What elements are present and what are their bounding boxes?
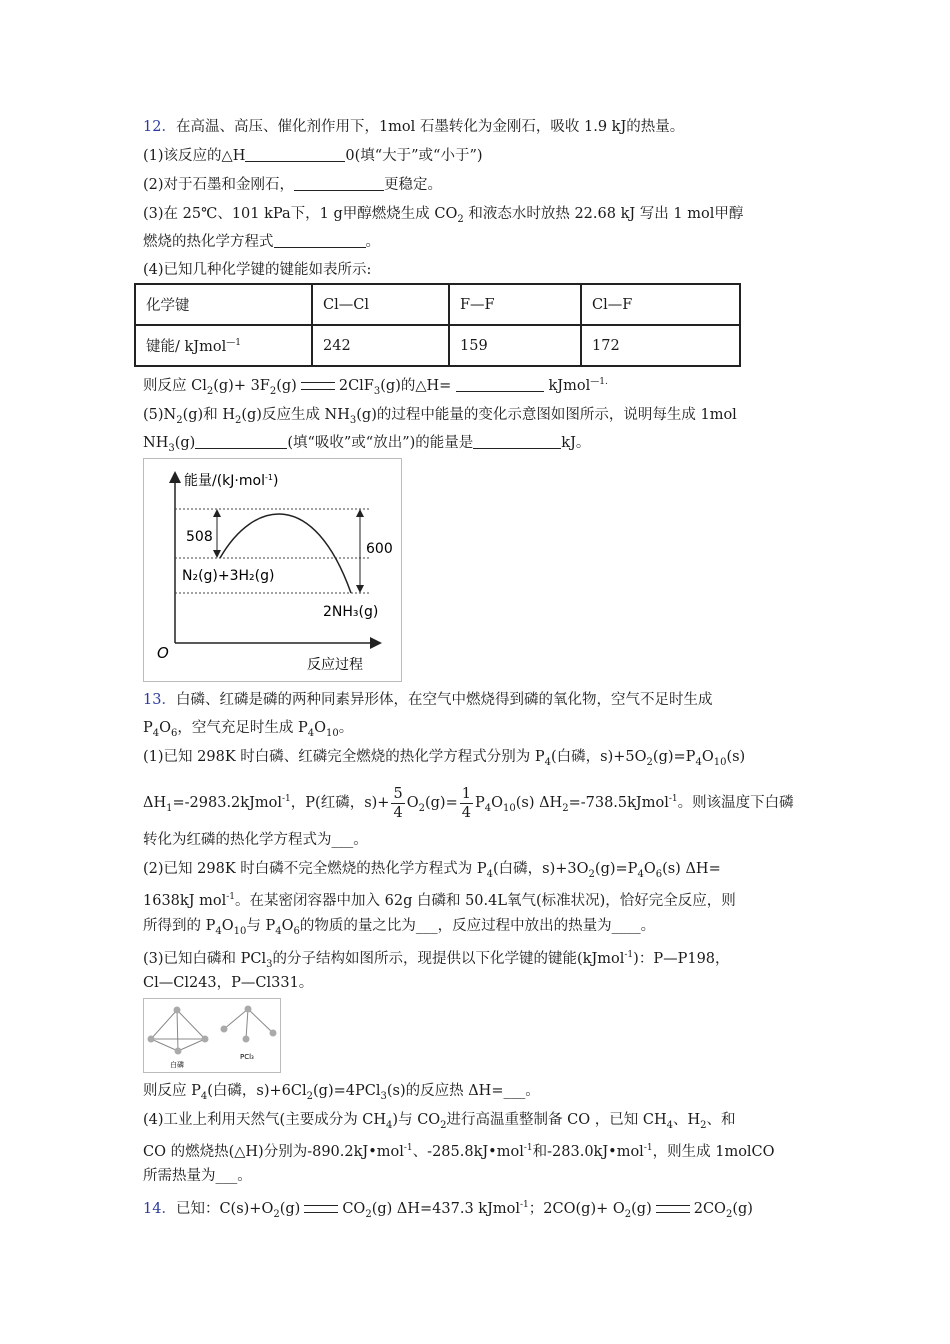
equals-arrow: [304, 1205, 338, 1213]
subscript: 2: [624, 1209, 632, 1220]
subscript: 2: [176, 415, 183, 426]
superscript: —1.: [590, 377, 608, 387]
denominator: 4: [461, 804, 471, 821]
subscript: 2: [725, 1209, 733, 1220]
text: ΔH: [143, 795, 167, 811]
text: (g)和 H: [182, 407, 235, 423]
chlorine-atom: [270, 1030, 277, 1037]
table-header-cell: Cl—F: [581, 284, 740, 325]
q13-part2-end: [143, 916, 655, 942]
subscript: 4: [386, 1120, 393, 1131]
subscript: 2: [365, 1209, 372, 1220]
superscript: -1: [282, 794, 291, 804]
text: (g): [732, 1201, 753, 1217]
text: (g): [174, 435, 196, 451]
chlorine-atom: [243, 1036, 250, 1043]
superscript: -1: [523, 1143, 533, 1153]
reactants-label: N₂(g)+3H₂(g): [182, 568, 275, 584]
subscript: 4: [637, 869, 644, 880]
subscript: 4: [486, 869, 494, 880]
text: (白磷，s)+3O: [493, 861, 589, 877]
subscript: 2: [418, 803, 425, 814]
superscript: -1: [668, 794, 678, 804]
text: ΔH=437.3 kJmol: [396, 1201, 521, 1217]
text: 。: [338, 720, 354, 736]
text: 更稳定。: [384, 177, 443, 193]
superscript: -1: [624, 950, 634, 960]
chlorine-atom: [221, 1026, 228, 1033]
text: (1)已知 298K 时白磷、红磷完全燃烧的热化学方程式分别为 P: [143, 749, 545, 765]
numerator: 1: [461, 785, 471, 802]
subscript: 4: [544, 757, 552, 768]
numerator: 5: [393, 785, 403, 802]
text: (s): [726, 749, 746, 765]
text: =-738.5kJmol: [568, 795, 669, 811]
subscript: 3: [349, 415, 357, 426]
text: (白磷，s)+6Cl: [207, 1083, 307, 1099]
text: 。则该温度下白磷: [677, 795, 794, 811]
q12-part3: [143, 204, 743, 230]
text: (g)+ 3F: [213, 378, 270, 394]
equals-arrow: [301, 382, 335, 390]
table-cell: 242: [312, 325, 449, 366]
white-phosphorus-bonds: [151, 1010, 205, 1051]
subscript: 10: [326, 728, 339, 739]
text: O: [643, 861, 656, 877]
answer-blank[interactable]: [274, 233, 366, 248]
table-header-row: [135, 284, 740, 325]
q14-line: [143, 1195, 753, 1225]
subscript: 4: [215, 926, 222, 937]
subscript: 10: [502, 803, 516, 814]
text: )：P—P198，: [633, 951, 730, 967]
fraction-5-4: [391, 785, 404, 822]
q12-part5: [143, 405, 737, 431]
subscript: 6: [293, 926, 300, 937]
subscript: 10: [233, 926, 247, 937]
superscript: -1: [226, 892, 236, 902]
text: (3)在 25℃、101 kPa下，1 g甲醇燃烧生成 CO: [143, 206, 458, 222]
text: kJ。: [561, 435, 591, 451]
x-axis-label: 反应过程: [307, 657, 363, 673]
text: O: [281, 918, 294, 934]
text: 、-285.8kJ•mol: [412, 1144, 524, 1160]
text: (g): [371, 1201, 393, 1217]
subscript: 4: [484, 803, 492, 814]
subscript: 4: [695, 757, 702, 768]
text: (1)该反应的△H: [143, 148, 246, 164]
text: ，P(红磷，s)+: [290, 795, 390, 811]
answer-blank[interactable]: [195, 434, 287, 449]
superscript: -1: [643, 1143, 653, 1153]
subscript: 4: [275, 926, 282, 937]
phosphorus-atom: [175, 1048, 182, 1055]
table-cell: 172: [581, 325, 740, 366]
text: O: [314, 720, 327, 736]
pcl3-bonds: [224, 1009, 273, 1039]
subscript: 2: [440, 1120, 447, 1131]
q12-part4-equation: [143, 372, 608, 402]
subscript: 2: [269, 386, 277, 397]
table-header-cell: Cl—Cl: [312, 284, 449, 325]
products-label: 2NH₃(g): [323, 604, 379, 620]
phosphorus-atom: [174, 1007, 181, 1014]
text: 。: [365, 234, 380, 250]
text: 与 P: [246, 918, 276, 934]
q12-line-intro: [143, 117, 684, 137]
energy-diagram: [144, 459, 401, 681]
q13-part1-end: [143, 830, 368, 850]
text: 2ClF: [338, 378, 374, 394]
q12-part3-cont: [143, 232, 380, 252]
pcl3-label: PCl₃: [240, 1053, 254, 1061]
label-600: 600: [366, 541, 393, 557]
text: (g): [276, 378, 297, 394]
molecule-structure-figure: [143, 998, 281, 1073]
text: (s): [662, 861, 681, 877]
subscript: 2: [234, 415, 242, 426]
superscript: —1: [226, 338, 241, 348]
molecule-structures: [144, 999, 280, 1072]
subscript: 3: [168, 443, 175, 454]
q12-intro: 在高温、高压、催化剂作用下，1mol 石墨转化为金刚石，吸收 1.9 kJ的热量。: [175, 119, 685, 135]
subscript: 10: [713, 757, 727, 768]
text: O: [406, 795, 419, 811]
subscript: 4: [152, 728, 160, 739]
table-cell: 159: [449, 325, 581, 366]
text: NH: [143, 435, 169, 451]
answer-blank[interactable]: [473, 434, 561, 449]
bond-energy-table: [134, 283, 741, 367]
text: 则反应 P: [143, 1083, 201, 1099]
phosphorus-atom: [245, 1006, 252, 1013]
q13-part4-cont: [143, 1138, 775, 1162]
text: 、和: [706, 1112, 736, 1128]
text: CO 的燃烧热(△H)分别为-890.2kJ•mol: [143, 1144, 404, 1160]
subscript: 2: [588, 869, 595, 880]
subscript: 3: [373, 386, 381, 397]
energy-diagram-figure: [143, 458, 402, 682]
subscript: 3: [380, 1091, 387, 1102]
subscript: 3: [266, 959, 273, 970]
q12-part2: [143, 175, 442, 195]
text: (g)=4PCl: [313, 1083, 381, 1099]
question-number: 14．: [143, 1201, 176, 1217]
y-axis-label: 能量/(kJ·mol$^{-1}$): [184, 473, 279, 489]
phosphorus-atom: [202, 1036, 209, 1043]
answer-blank[interactable]: [456, 377, 544, 392]
question-number: 12．: [143, 119, 176, 135]
q13-part2: [143, 859, 721, 885]
text: (2)对于石墨和金刚石，: [143, 177, 295, 193]
text: (4)工业上利用天然气(主要成分为 CH: [143, 1112, 387, 1128]
text: (g)=P: [652, 749, 696, 765]
subscript: 2: [646, 757, 653, 768]
answer-blank[interactable]: [245, 147, 345, 162]
phosphorus-atom: [148, 1036, 155, 1043]
q13-part4: [143, 1110, 736, 1136]
text: 2CO: [693, 1201, 726, 1217]
subscript: 4: [307, 728, 315, 739]
subscript: 2: [562, 803, 569, 814]
subscript: 2: [700, 1120, 707, 1131]
text: 已知：C(s)+O: [175, 1201, 274, 1217]
text: 燃烧的热化学方程式: [143, 234, 274, 250]
subscript: 6: [171, 728, 178, 739]
text: (g)的△H=: [380, 378, 452, 394]
q12-part1: [143, 146, 483, 166]
q13-line-2: [143, 718, 353, 744]
subscript: 4: [200, 1091, 208, 1102]
q12-part5-cont: [143, 433, 590, 459]
text: 进行高温重整制备 CO ，已知 CH: [446, 1112, 667, 1128]
text: 1638kJ mol: [143, 893, 227, 909]
q13-line-intro: [143, 690, 712, 710]
subscript: 6: [655, 869, 663, 880]
text: (g)=P: [594, 861, 638, 877]
table-row: [135, 325, 740, 366]
text: 键能/ kJmol: [146, 339, 227, 355]
subscript: 2: [273, 1209, 280, 1220]
text: 0(填“大于”或“小于”): [345, 148, 483, 164]
text: (s)的反应热 ΔH=___。: [386, 1083, 540, 1099]
text: 所得到的 P: [143, 918, 216, 934]
label-508: 508: [186, 529, 213, 545]
text: =-2983.2kJmol: [172, 795, 283, 811]
q13-part3-question: [143, 1081, 540, 1107]
table-header-cell: 化学键: [135, 284, 312, 325]
text: 则反应 Cl: [143, 378, 207, 394]
text: (白磷，s)+5O: [551, 749, 647, 765]
text: (s) ΔH: [515, 795, 563, 811]
text: (g)反应生成 NH: [241, 407, 350, 423]
text: ，空气充足时生成 P: [177, 720, 308, 736]
text: (g)=: [424, 795, 458, 811]
white-phosphorus-label: 白磷: [170, 1061, 184, 1069]
text: 和液态水时放热 22.68 kJ 写出 1 mol甲醇: [468, 206, 744, 222]
text: 白磷、红磷是磷的两种同素异形体，在空气中燃烧得到磷的氧化物，空气不足时生成: [175, 692, 713, 708]
text: 、H: [672, 1112, 701, 1128]
text: (g): [631, 1201, 652, 1217]
origin-label: O: [157, 644, 169, 662]
q13-part3: [143, 945, 730, 975]
text: 。在某密闭容器中加入 62g 白磷和 50.4L氧气(标准状况)，恰好完全反应，则: [235, 893, 736, 909]
text: 和-283.0kJ•mol: [532, 1144, 644, 1160]
q13-part1: [143, 747, 745, 773]
denominator: 4: [393, 804, 403, 821]
text: O: [491, 795, 503, 811]
subscript: 2: [206, 386, 214, 397]
superscript: -1: [403, 1143, 413, 1153]
text: (g)的过程中能量的变化示意图如图所示，说明每生成 1mol: [356, 407, 737, 423]
subscript: 2: [457, 214, 464, 225]
text: 转化为红磷的热化学方程式为___。: [143, 832, 368, 848]
text: P: [474, 795, 485, 811]
text: O: [221, 918, 234, 934]
text: ，则生成 1molCO: [652, 1144, 775, 1160]
text: (2)已知 298K 时白磷不完全燃烧的热化学方程式为 P: [143, 861, 487, 877]
text: kJmol: [548, 378, 591, 394]
text: (g): [279, 1201, 301, 1217]
fraction-1-4: [460, 785, 473, 822]
text: Cl—Cl243，P—Cl331。: [143, 975, 314, 991]
subscript: 2: [306, 1091, 313, 1102]
table-row-label: [135, 325, 312, 366]
text: (5)N: [143, 407, 177, 423]
text: 所需热量为___。: [143, 1168, 252, 1184]
text: P: [143, 720, 153, 736]
text: O: [159, 720, 172, 736]
q13-part1-cont: [143, 780, 794, 828]
text: 的物质的量之比为___，反应过程中放出的热量为____。: [299, 918, 656, 934]
q13-part4-end: [143, 1166, 252, 1186]
subscript: 1: [166, 803, 173, 814]
question-number: 13．: [143, 692, 176, 708]
equals-arrow: [656, 1205, 690, 1213]
text: CO: [342, 1201, 366, 1217]
superscript: -1: [520, 1200, 529, 1210]
text: 的分子结构如图所示，现提供以下化学键的键能(kJmol: [272, 951, 625, 967]
text: ΔH=: [685, 861, 721, 877]
text: (4)已知几种化学键的键能如表所示:: [143, 262, 372, 278]
q13-part2-cont: [143, 887, 736, 911]
subscript: 4: [666, 1120, 673, 1131]
text: O: [701, 749, 714, 765]
q13-part3-cont: [143, 973, 313, 993]
text: (填“吸收”或“放出”)的能量是: [287, 435, 474, 451]
text: (3)已知白磷和 PCl: [143, 951, 267, 967]
text: ；2CO(g)+ O: [528, 1201, 625, 1217]
q12-part4: [143, 260, 371, 280]
text: )与 CO: [392, 1112, 441, 1128]
answer-blank[interactable]: [294, 176, 384, 191]
table-header-cell: F—F: [449, 284, 581, 325]
